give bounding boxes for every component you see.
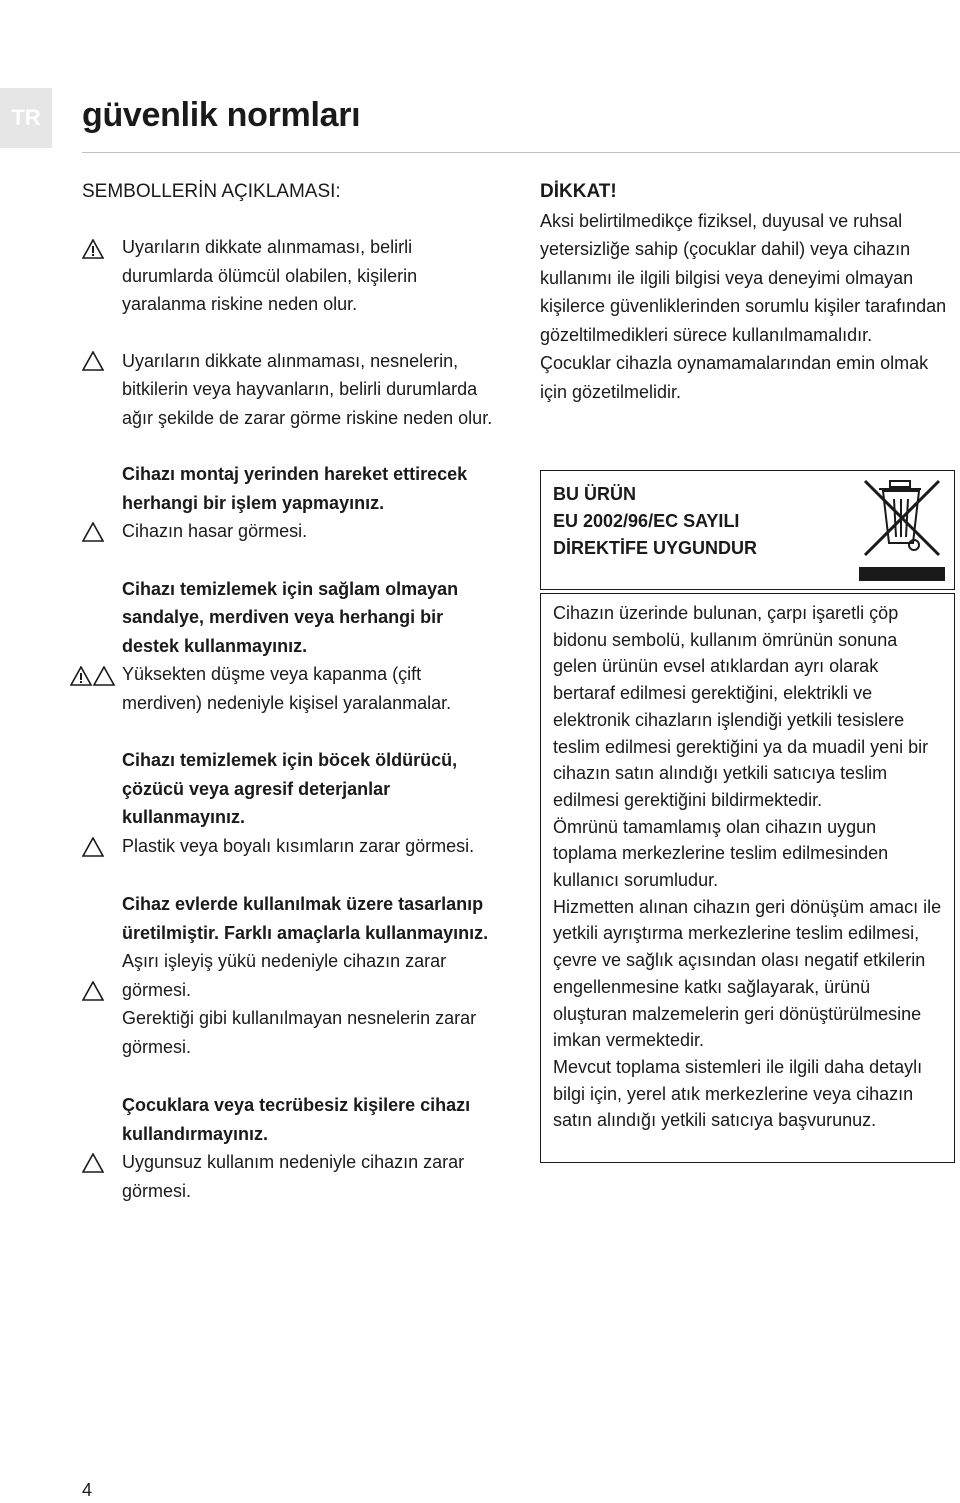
rule-title-3: Cihazı temizlemek için böcek öldürücü, çözücü veya agresif deterjanlar kullanmayınız. xyxy=(122,750,458,827)
weee-compliance-text xyxy=(553,481,757,562)
caution-text-children: Çocuklar cihazla oynamamalarından emin olmak için gözetilmelidir. xyxy=(540,353,929,402)
caution-title: DİKKAT! xyxy=(540,181,617,202)
symbol-text-1: Uyarıların dikkate alınmaması, belirli durumlarda ölümcül olabilen, kişilerin yaralanma riskine neden olur. xyxy=(122,237,418,314)
rule-title-5: Çocuklara veya tecrübesiz kişilere cihazı kullandırmayınız. xyxy=(122,1095,471,1144)
page-number: 4 xyxy=(82,1480,93,1500)
right-column xyxy=(540,178,958,406)
disposal-paragraph-2: Ömrünü tamamlamış olan cihazın uygun toplama merkezlerine teslim edilmesinden kullanıcı sorumludur. xyxy=(553,816,889,891)
warning-triangle-icon xyxy=(82,1153,104,1173)
rule-title-2: Cihazı temizlemek için sağlam olmayan sandalye, merdiven veya herhangi bir destek kullanmayınız. xyxy=(122,578,459,656)
rule-text-4: Aşırı işleyiş yükü nedeniyle cihazın zarar görmesi. xyxy=(122,951,447,1000)
weee-compliance-box xyxy=(540,470,955,590)
rule-block-4 xyxy=(82,890,500,1061)
rule-title-1: Cihazı montaj yerinden hareket ettirecek herhangi bir işlem yapmayınız. xyxy=(122,464,468,513)
weee-line-2: EU 2002/96/EC SAYILI xyxy=(553,511,740,531)
symbols-heading: SEMBOLLERİN AÇIKLAMASI: xyxy=(82,181,341,202)
rule-block-1 xyxy=(82,460,500,546)
disposal-info-box xyxy=(540,593,955,1163)
rule-text-3: Plastik veya boyalı kısımların zarar görmesi. xyxy=(122,835,475,856)
crossed-bin-icon xyxy=(857,477,947,583)
disposal-paragraph-1: Cihazın üzerinde bulunan, çarpı işaretli çöp bidonu sembolü, kullanım ömrünün sonuna gelen ürünün evsel atıklardan ayrı olarak bertaraf edilmesi gerektiğini, elektrikli ve elektronik cihazların işlendiği yetkili tesislere teslim edilmesi gerektiğini ya da muadil yeni bir cihazın satın alındığı yetkili satıcıya teslim edilmesi gerektiğini bildirmektedir. xyxy=(553,603,929,810)
disposal-paragraph-3: Hizmetten alınan cihazın geri dönüşüm amacı ile yetkili ayrıştırma merkezlerine teslim edilmesi, çevre ve sağlık açısından olası negatif etkilerin engellenmesine katkı sağlayarak, ürünü oluşturan malzemelerin geri dönüştürülmesine imkan vermektedir. xyxy=(553,896,942,1051)
disposal-paragraph-4: Mevcut toplama sistemleri ile ilgili daha detaylı bilgi için, yerel atık merkezlerine veya cihazın satın alındığı yetkili satıcıya başvurunuz. xyxy=(553,1056,923,1131)
left-column xyxy=(82,178,500,1235)
warning-exclamation-icon xyxy=(82,239,104,259)
rule-text-2: Yüksekten düşme veya kapanma (çift merdiven) nedeniyle kişisel yaralanmalar. xyxy=(122,664,452,713)
weee-line-3: DİREKTİFE UYGUNDUR xyxy=(553,538,758,558)
rule-text-4b: Gerektiği gibi kullanılmayan nesnelerin zarar görmesi. xyxy=(122,1008,477,1057)
rule-text-5: Uygunsuz kullanım nedeniyle cihazın zarar görmesi. xyxy=(122,1152,465,1201)
warning-triangle-icon xyxy=(82,351,104,371)
warning-triangle-icon xyxy=(82,981,104,1001)
language-tab: TR xyxy=(0,88,52,148)
rule-title-4: Cihaz evlerde kullanılmak üzere tasarlanıp üretilmiştir. Farklı amaçlarla kullanmayınız. xyxy=(122,894,489,943)
rule-block-2 xyxy=(82,575,500,718)
warning-triangle-icon xyxy=(82,522,104,542)
rule-text-1: Cihazın hasar görmesi. xyxy=(122,521,308,541)
symbol-block-2 xyxy=(82,347,500,433)
rule-block-5 xyxy=(82,1091,500,1205)
symbol-block-1 xyxy=(82,233,500,319)
symbol-text-2: Uyarıların dikkate alınmaması, nesnelerin, bitkilerin veya hayvanların, belirli durumlarda ağır şekilde de zarar görme riskine neden olur. xyxy=(122,350,493,428)
caution-text: Aksi belirtilmedikçe fiziksel, duyusal ve ruhsal yetersizliğe sahip (çocuklar dahil) veya cihazın kullanımı ile ilgili bilgisi veya deneyimi olmayan kişilerce güvenliklerinden sorumlu kişiler tarafından gözeltilmedikleri sürece kullanılmamalıdır. xyxy=(540,210,947,345)
title-divider xyxy=(82,152,960,153)
weee-line-1: BU ÜRÜN xyxy=(553,484,636,504)
warning-triangle-icon xyxy=(82,837,104,857)
warning-double-icon xyxy=(70,666,116,686)
rule-block-3 xyxy=(82,746,500,860)
page-title: güvenlik normları xyxy=(82,96,361,134)
